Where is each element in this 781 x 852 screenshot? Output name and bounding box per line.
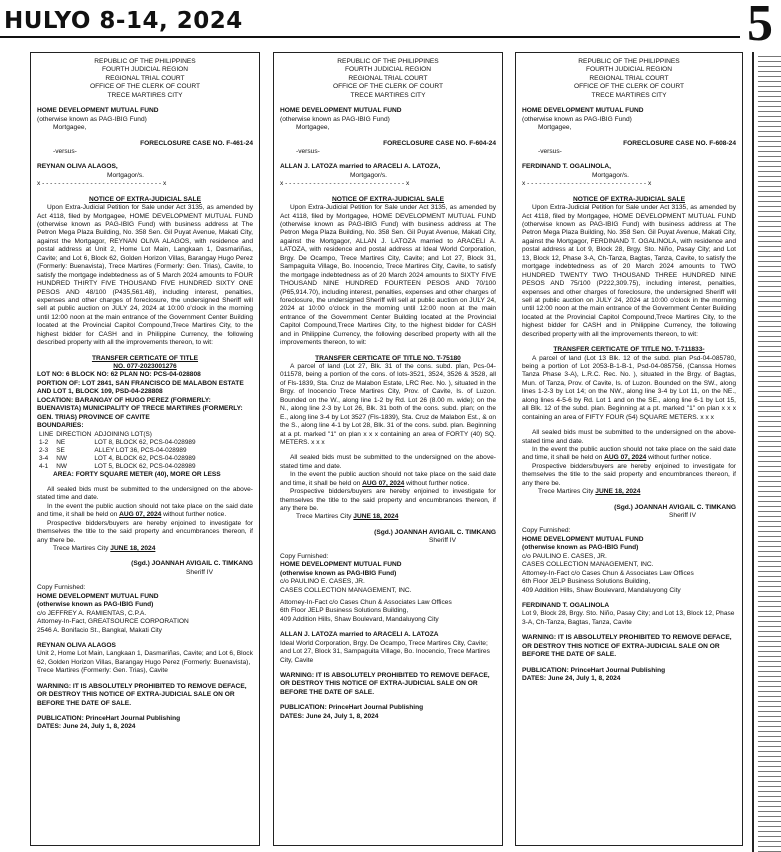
court-header (522, 58, 736, 100)
table-cell: SE (56, 446, 65, 454)
boundaries-table (39, 431, 199, 471)
separator-line: x - - - - - - - - - - - - - - - - - - - - - - - - - - - - - - x (37, 180, 167, 188)
plaintiff-name: HOME DEVELOPMENT MUTUAL FUND (280, 107, 402, 115)
table-cell: LOT 4, BLOCK 62, PCS-04-028989 (94, 454, 196, 462)
column-header: ADJOINING LOT(S) (94, 430, 152, 438)
plaintiff-name: HOME DEVELOPMENT MUTUAL FUND (37, 107, 159, 115)
mortgagee-label: Mortgagee, (296, 124, 330, 132)
defendant-name: ALLAN J. LATOZA married to ARACELI A. LATOZA, (280, 163, 441, 171)
mortgagor-label: Mortgagor/s. (592, 171, 630, 179)
publication-text: PUBLICATION: PrinceHart Journal Publishing (522, 666, 666, 674)
cf-line: c/o PAULINO E. CASES, JR. (280, 578, 365, 586)
signatory: (Sgd.) JOANNAH AVIGAIL C. TIMKANG (131, 560, 253, 568)
cf-defendant-address: Lot 9, Block 28, Brgy. Sto. Niño, Pasay City; and Lot 13, Block 12, Phase 3-A, Ch-Tanza, Bagtas, Tanza, Cavite (522, 610, 735, 626)
sheriff-title: Sheriff IV (429, 537, 456, 545)
cf-line: 6th Floor JELP Business Solutions Building, (522, 578, 651, 586)
warning-text: WARNING: IT IS ABSOLUTELY PROHIBITED TO REMOVE DEFACE, OR DESTROY THIS NOTICE OF EXTRA-JUDICIAL SALE ON OR BEFORE THE DATE OF SALE. (522, 634, 732, 659)
cf-line: CASES COLLECTION MANAGEMENT, INC. (280, 586, 412, 594)
publication-dates: DATES: June 24, July 1, 8, 2024 (37, 723, 136, 731)
notice-body: Upon Extra-Judicial Petition for Sale under Act 3135, as amended by Act 4118, filed by Mortgagee, HOME DEVELOPMENT MUTUAL FUND (otherwise known as PAG-IBIG Fund) with business address at The Petron Mega Plaza Building, No. 358 Sen. Gil Puyat Avenue, Makati City, against the Mortgagor, ALLAN J. LATOZA married to ARACELI A. LATOZA, with residence and postal address at Ideal World Corporation, Brgy. De Ocampo, Trece Martires City, Cavite; and Lot 27, Block 31, Sampaguita Village, Bo. Inocencio, Trece Martires City, Cavite, to satisfy the mortgage indebtedness as of 20 March 2024 amounts to SIXTY FIVE THOUSAND NINE HUNDRED FOURTEEN PESOS AND 70/100 (P65,914.70), including interest, penalties, expenses and other charges of foreclosure, the undersigned Sheriff will sell at public auction on JULY 24, 2024 at 10:00 o'clock in the morning until 12:00 noon at the main entrance of the Government Center Building located at the Provincial Capitol Compound,Trece Martires City, to the highest bidder for CASH and in Philippine Currency, the following described property with all the improvements thereon, to wit: (280, 204, 496, 347)
prospective-note: Prospective bidders/buyers are hereby enjoined to investigate for themselves the title to the said property and encumbrances thereon, if any there be. (522, 462, 736, 487)
publication-text: PUBLICATION: PrinceHart Journal Publishing (280, 704, 424, 712)
table-header-row (39, 431, 199, 439)
cf-line: HOME DEVELOPMENT MUTUAL FUND (280, 561, 402, 569)
versus-label: -versus- (53, 147, 77, 155)
sealed-bids-note: All sealed bids must be submitted to the undersigned on the above-stated time and date. (37, 485, 253, 502)
page-header (0, 0, 781, 50)
table-row (39, 463, 199, 471)
table-cell: NE (56, 438, 66, 446)
table-cell: 2-3 (39, 446, 49, 454)
prospective-note: Prospective bidders/buyers are hereby enjoined to investigate for themselves the title to the said property and encumbrances thereon, if any there be. (37, 519, 253, 544)
lot-info: LOT NO: 6 BLOCK NO: 62 PLAN NO: PCS-04-028808 (37, 371, 201, 379)
mortgagee-label: Mortgagee, (53, 124, 87, 132)
plaintiff-alias: (otherwise known as PAG-IBIG Fund) (522, 115, 632, 123)
notice-title: NOTICE OF EXTRA-JUDICIAL SALE (89, 195, 201, 203)
tct-number: NO. 077-2023001276 (113, 363, 177, 370)
court-line: REGIONAL TRIAL COURT (348, 74, 428, 82)
publication-text: PUBLICATION: PrinceHart Journal Publishing (37, 715, 181, 722)
page-number: 5 (747, 0, 773, 52)
parcel-description: A parcel of land (Lot 27, Blk. 31 of the cons. subd. plan, Pcs-04-011578, being a portion of the cons. of lots-3521, 3524, 3526 & 3528, all of Fls-1839, Sta. Cruz de Malabon Estate, LRC Rec. No. ), situated in the Brgy. of Inocencio Trece Martires City, Prov. of Cavite, Is. of Luzon. Bounded on the W., along line 1-2 by Rd. Lot 26 (8.00 m. wide); on the N., along line 2-3 by Lot 26, Blk. 31 both of the cons. subd. plan; on the E., along line 3-4 by Lot 3527 (Fls-1839), Sta. Cruz de Malabon Est., & on the S., along line 4-1 by Lot 28, Blk. 31 of the cons. subd. plan. Beginning at a pt. marked "1" on plan x x x containing an area of FORTY (40) SQ. METERS. x x x (280, 363, 496, 446)
copy-furnished-label: Copy Furnished: (522, 527, 571, 535)
court-line: REPUBLIC OF THE PHILIPPINES (94, 58, 196, 65)
table-row (39, 447, 199, 455)
table-cell: NW (56, 462, 67, 470)
court-line: OFFICE OF THE CLERK OF COURT (573, 83, 685, 91)
issue-date-title: HULYO 8-14, 2024 (4, 8, 243, 34)
location-info: LOCATION: BARANGAY OF HUGO PEREZ (FORMERLY: BUENAVISTA) MUNICIPALITY OF TRECE MARTIRES (FORMERLY: GEN. TRIAS) PROVINCE OF CAVITE (37, 396, 243, 421)
mortgagor-label: Mortgagor/s. (107, 171, 145, 179)
boundaries-label: BOUNDARIES: (37, 422, 84, 430)
sealed-bids-note: All sealed bids must be submitted to the undersigned on the above-stated time and date. (522, 429, 736, 445)
table-cell: 4-1 (39, 462, 49, 470)
cf-line: (otherwise known as PAG-IBIG Fund) (280, 569, 397, 577)
publication-dates: DATES: June 24, July 1, 8, 2024 (522, 675, 621, 682)
copy-furnished-label: Copy Furnished: (280, 552, 329, 560)
court-line: TRECE MARTIRES CITY (350, 91, 426, 99)
table-cell: LOT 8, BLOCK 62, PCS-04-028989 (94, 438, 196, 446)
tct-title: TRANSFER CERTICATE OF TITLE NO. T-75180 (315, 354, 461, 362)
table-cell: LOT 5, BLOCK 62, PCS-04-028989 (94, 462, 196, 470)
signatory: (Sgd.) JOANNAH AVIGAIL C. TIMKANG (614, 503, 736, 511)
place-date: Trece Martires City JUNE 18, 2024 (296, 513, 399, 521)
signatory: (Sgd.) JOANNAH AVIGAIL C. TIMKANG (374, 528, 496, 536)
cf-defendant-name: ALLAN J. LATOZA married to ARACELI A. LATOZA (280, 631, 439, 639)
header-rule (0, 36, 740, 38)
cf-defendant-name: REYNAN OLIVA ALAGOS (37, 641, 116, 649)
warning-text: WARNING: IT IS ABSOLUTELY PROHIBITED TO REMOVE DEFACE, OR DESTROY THIS NOTICE OF EXTRA-JUDICIAL SALE ON OR BEFORE THE DATE OF SALE. (280, 672, 490, 696)
court-line: FOURTH JUDICIAL REGION (344, 66, 432, 74)
event-note: In the event the public auction should not take place on the said date and time, it shall be held on AUG 07, 2024 without further notice. (280, 471, 496, 487)
sheriff-title: Sheriff IV (186, 568, 213, 576)
warning-text: WARNING: IT IS ABSOLUTELY PROHIBITED TO REMOVE DEFACE, OR DESTROY THIS NOTICE OF EXTRA-JUDICIAL SALE ON OR BEFORE THE DATE OF SALE. (37, 682, 247, 707)
parcel-description: A parcel of land (Lot 13 Blk. 12 of the subd. plan Psd-04-085780, being a portion of Lot 2053-B-1-B-1, Psd-04-085756, (Canssa Homes Tanza Phase 3-A), L.R.C. Rec. No. ), situated in the Brgy. of Bagtas, Mun. of Tanza, Prov. of Cavite, Is. of Luzon. Bounded on the SW., along lines 1-2-3 by Lot 14; on the NW., along line 3-4 by Lot 11, on the NE., along lines 4-5-6 by Rd. Lot 1 and on the SE., along line 6-1 by Lot 15, all Blk. 12 of the subd. plan. Beginning at a pt. marked "1" on plan x x x containing an area of FIFTY FOUR (54) SQUARE METERS. x x x (522, 354, 736, 421)
event-note: In the event the public auction should not take place on the said date and time, it shall be held on AUG 07, 2024 without further notice. (37, 502, 253, 519)
event-note: In the event the public auction should not take place on the said date and time, it shall be held on AUG 07, 2024 without further notice. (522, 445, 736, 462)
defendant-name: FERDINAND T. OGALINOLA, (522, 163, 612, 171)
cf-line: c/o JEFFREY A. RAMIENTAS, C.P.A. (37, 609, 147, 617)
court-line: TRECE MARTIRES CITY (107, 91, 183, 99)
table-row (39, 455, 199, 463)
cf-line: 409 Addition Hills, Shaw Boulevard, Mandaluyong City (522, 586, 681, 594)
publication-dates: DATES: June 24, July 1, 8, 2024 (280, 712, 379, 720)
plaintiff-alias: (otherwise known as PAG-IBIG Fund) (37, 115, 147, 123)
cf-line: 2546 A. Bonifacio St., Bangkal, Makati City (37, 626, 162, 634)
notice-column-1 (30, 52, 260, 846)
mortgagor-label: Mortgagor/s. (350, 171, 388, 179)
court-line: REGIONAL TRIAL COURT (589, 74, 669, 82)
cf-line: Attorney-In-Fact, GREATSOURCE CORPORATION (37, 618, 189, 626)
court-line: REPUBLIC OF THE PHILIPPINES (578, 58, 680, 65)
cf-line: HOME DEVELOPMENT MUTUAL FUND (37, 592, 159, 600)
versus-label: -versus- (538, 147, 562, 155)
place-date: Trece Martires City JUNE 18, 2024 (53, 545, 156, 552)
notice-title: NOTICE OF EXTRA-JUDICIAL SALE (332, 195, 444, 203)
court-line: REGIONAL TRIAL COURT (105, 74, 185, 82)
cf-line: CASES COLLECTION MANAGEMENT, INC. (522, 561, 654, 569)
tct-title: TRANSFER CERTICATE OF TITLE NO. T-711833- (553, 346, 705, 354)
cf-line: 409 Addition Hills, Shaw Boulevard, Mandaluyong City (280, 615, 439, 623)
cf-line: (otherwise known as PAG-IBIG Fund) (37, 601, 154, 609)
cf-line: Attorney-In-Fact c/o Cases Chun & Associates Law Offices (280, 598, 452, 606)
versus-label: -versus- (296, 147, 320, 155)
notice-body: Upon Extra-Judicial Petition for Sale under Act 3135, as amended by Act 4118, filed by Mortgagee, HOME DEVELOPMENT MUTUAL FUND (otherwise known as PAG-IBIG Fund) with business address at The Petron Mega Plaza Building, No. 358 Sen. Gil Puyat Avenue, Makati City, against the Mortgagor, FERDINAND T. OGALINOLA, with residence and postal address at Lot 9, Block 28, Brgy. Sto. Niño, Pasay City; and Lot 13, Block 12, Phase 3-A, Ch-Tanza, Bagtas, Tanza, Cavite, to satisfy the mortgage indebtedness as of 20 March 2024 amounts to TWO HUNDRED TWENTY TWO THOUSAND THREE HUNDRED NINE PESOS AND 75/100 (P222,309.75), including interest, penalties, expenses and other charges of foreclosure, the undersigned Sheriff will sell at public auction on JULY 24, 2024 at 10:00 o'clock in the morning until 12:00 noon at the main entrance of the Government Center Building located at the Provincial Capitol Compound,Trece Martires City, to the highest bidder for CASH and in Philippine Currency, the following described property with all the improvements thereon, to wit: (522, 204, 736, 338)
separator-line: x - - - - - - - - - - - - - - - - - - - - - - - - - - - - - - x (280, 180, 410, 188)
cf-line: 6th Floor JELP Business Solutions Building, (280, 607, 409, 615)
notice-body: Upon Extra-Judicial Petition for Sale under Act 3135, as amended by Act 4118, filed by Mortgagee, HOME DEVELOPMENT MUTUAL FUND (otherwise known as PAG-IBIG Fund) with business address at The Petron Mega Plaza Building, No. 358 Sen. Gil Puyat Avenue, Makati City, against the Mortgagor, REYNAN OLIVA ALAGOS, with residence and postal address at Unit 2, Home Lot Main, Langkaan 1, Dasmariñas, Cavite; and Lot 6, Block 62, Golden Horizon Villas, Barangay Hugo Perez (Formerly: Buenavista), Trece Martires (Formerly: Gen. Trias), Cavite, to satisfy the mortgage indebtedness as of 5 March 2024 amounts to FOUR HUNDRED THIRTY FIVE THOUSAND FIVE HUNDRED SIXTY ONE PESOS AND 48/100 (P435,561.48), including interest, penalties, expenses and other charges of foreclosure, the undersigned Sheriff will sell at public auction on JULY 24, 2024 at 10:00 o'clock in the morning until 12:00 noon at the main entrance of the Government Center Building located at the Provincial Capitol Compound,Trece Martires City, to the highest bidder for CASH and in Philippine Currency, the following described property with all the improvements thereon, to wit: (37, 204, 253, 347)
cf-line: Attorney-In-Fact c/o Cases Chun & Associates Law Offices (522, 569, 694, 577)
table-cell: NW (56, 454, 67, 462)
court-line: REPUBLIC OF THE PHILIPPINES (337, 58, 439, 65)
mortgagee-label: Mortgagee, (538, 124, 572, 132)
table-row (39, 439, 199, 447)
cf-defendant-name: FERDINAND T. OGALINOLA (522, 601, 610, 609)
tct-title: TRANSFER CERTICATE OF TITLE (91, 354, 199, 362)
copy-furnished-label: Copy Furnished: (37, 584, 86, 592)
notice-column-2 (273, 52, 503, 846)
court-line: OFFICE OF THE CLERK OF COURT (332, 83, 444, 91)
cf-line: HOME DEVELOPMENT MUTUAL FUND (522, 535, 644, 543)
area-info: AREA: FORTY SQUARE METER (40), MORE OR LESS (53, 470, 221, 478)
column-header: LINE (39, 430, 54, 438)
sealed-bids-note: All sealed bids must be submitted to the undersigned on the above-stated time and date. (280, 454, 496, 470)
prospective-note: Prospective bidders/buyers are hereby enjoined to investigate for themselves the title to the said property and encumbrances thereon, if any there be. (280, 488, 496, 512)
court-header (37, 58, 253, 100)
court-line: OFFICE OF THE CLERK OF COURT (89, 83, 201, 91)
place-date: Trece Martires City JUNE 18, 2024 (538, 488, 641, 496)
table-cell: ALLEY LOT 36, PCS-04-028989 (94, 446, 187, 454)
cf-line: (otherwise known as PAG-IBIG Fund) (522, 544, 639, 552)
cf-defendant-address: Ideal World Corporation, Brgy. De Ocampo, Trece Martires City, Cavite; and Lot 27, Block 31, Sampaguita Village, Bo. Inocencio, Trece Martires City, Cavite (280, 639, 490, 664)
table-cell: 1-2 (39, 438, 49, 446)
cf-line: c/o PAULINO E. CASES, JR. (522, 552, 607, 560)
sheriff-title: Sheriff IV (669, 512, 696, 519)
plaintiff-name: HOME DEVELOPMENT MUTUAL FUND (522, 107, 644, 115)
court-line: FOURTH JUDICIAL REGION (585, 66, 673, 74)
notice-column-3 (515, 52, 743, 846)
case-number: FORECLOSURE CASE NO. F-608-24 (623, 139, 736, 147)
column-header: DIRECTION (56, 430, 92, 438)
court-line: TRECE MARTIRES CITY (591, 91, 667, 99)
cf-defendant-address: Unit 2, Home Lot Main, Langkaan 1, Dasmariñas, Cavite; and Lot 6, Block 62, Golden Horizon Villas, Barangay Hugo Perez (Formerly: Buenavista), Trece Martires (Formerly: Gen. Trias), Cavite (37, 650, 253, 675)
plaintiff-alias: (otherwise known as PAG-IBIG Fund) (280, 115, 390, 123)
case-number: FORECLOSURE CASE NO. F-604-24 (383, 139, 496, 147)
portion-info: PORTION OF: LOT 2841, SAN FRANCISCO DE MALABON ESTATE AND LOT 1, BLOCK 109, PSD-04-228808 (37, 379, 244, 396)
court-header (280, 58, 496, 100)
court-line: FOURTH JUDICIAL REGION (101, 66, 189, 74)
adjacent-page-edge (752, 52, 781, 852)
defendant-name: REYNAN OLIVA ALAGOS, (37, 163, 118, 171)
case-number: FORECLOSURE CASE NO. F-461-24 (140, 139, 253, 147)
table-cell: 3-4 (39, 454, 49, 462)
notice-title: NOTICE OF EXTRA-JUDICIAL SALE (573, 195, 685, 203)
separator-line: x - - - - - - - - - - - - - - - - - - - - - - - - - - - - - - x (522, 180, 652, 188)
